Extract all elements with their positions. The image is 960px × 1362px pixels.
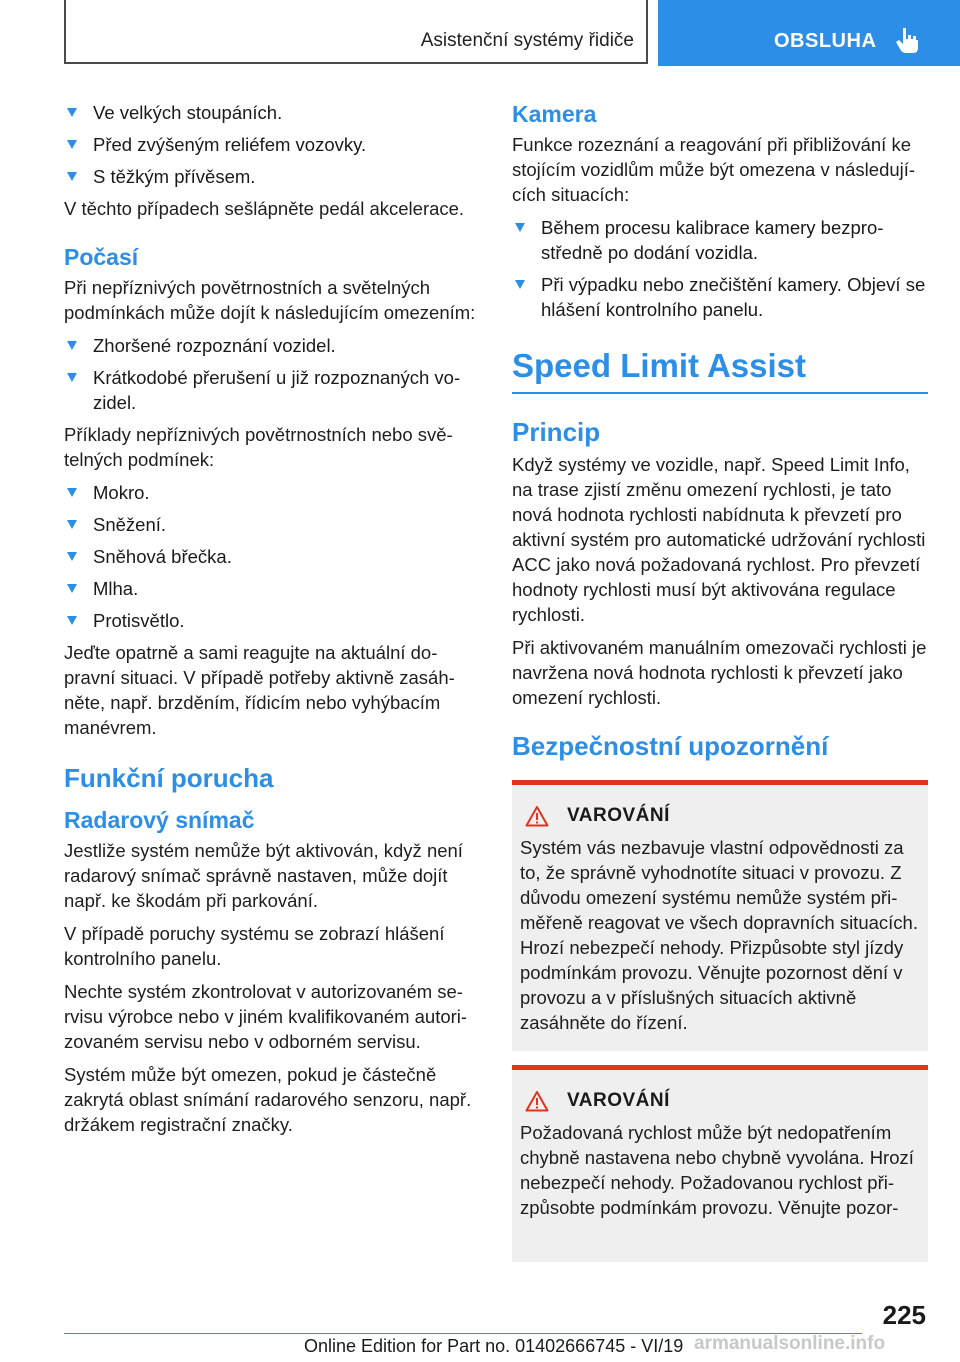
bullet-triangle-icon (515, 223, 525, 232)
warning-box (512, 780, 928, 1051)
edition-info: Online Edition for Part no. 01402666745 - VI/19 (304, 1336, 684, 1356)
right-column (512, 100, 928, 1262)
list-item: Mokro. (64, 480, 476, 505)
hand-pointer-icon (894, 26, 920, 54)
paragraph: Funkce rozeznání a reagování při přibližování ke stojícím vozidlům může být omezena v následujících situacích: (512, 134, 916, 205)
list-item: S těžkým přívěsem. (64, 164, 476, 189)
page-number: 225 (882, 1300, 926, 1330)
left-column (64, 100, 476, 1145)
bullet-triangle-icon (67, 552, 77, 561)
paragraph: Systém může být omezen, pokud je částečně zakrytá oblast snímání radarového senzoru, např. držákem registrační značky. (64, 1064, 472, 1135)
list-item: Protisvětlo. (64, 608, 476, 633)
list-item: Krátkodobé přerušení u již rozpoznaných vozidel. (64, 365, 476, 415)
list-item: Zhoršené rozpoznání vozidel. (64, 333, 476, 358)
list-item: Při výpadku nebo znečištění kamery. Objeví se hlášení kontrolního panelu. (512, 272, 928, 322)
bullet-triangle-icon (67, 520, 77, 529)
list-item: Během procesu kalibrace kamery bezprostředně po dodání vozidla. (512, 215, 928, 265)
warning-text: Požadovaná rychlost může být nedopatřením chybně nastavena nebo chybně vyvolána. Hrozí nebezpečí nehody. Požadovanou rychlost přizpůsobte podmínkám provozu. Věnujte pozor- (520, 1122, 914, 1218)
list-item: Sněhová břečka. (64, 544, 476, 569)
warning-box (512, 1065, 928, 1262)
bullet-triangle-icon (515, 280, 525, 289)
warning-triangle-icon (525, 805, 549, 827)
warning-text: Systém vás nezbavuje vlastní odpovědnosti za to, že správně vyhodnotíte situaci v provozu. Z důvodu omezení systému nemůže systém přiměřeně reagovat ve všech dopravních situacích. Hrozí nebezpečí nehody. Přizpůsobte styl jízdy podmínkám provozu. Věnujte pozornost dění v provozu a v příslušných situacích aktivně zasáhněte do řízení. (520, 837, 918, 1033)
bullet-triangle-icon (67, 108, 77, 117)
heading-kamera: Kamera (512, 101, 597, 127)
paragraph: Nechte systém zkontrolovat v autorizovaném servisu výrobce nebo v jiném kvalifikovaném autorizovaném servisu nebo v odborném servisu. (64, 981, 468, 1052)
paragraph: Jeďte opatrně a sami reagujte na aktuální dopravní situaci. V případě potřeby aktivně zasáhněte, např. brzděním, řídicím nebo vyhýbacím manévrem. (64, 642, 455, 738)
heading-bezpecnostni-upozorneni: Bezpečnostní upozornění (512, 731, 829, 761)
header-title-box (64, 0, 648, 64)
paragraph: Při nepříznivých povětrnostních a světelných podmínkách může dojít k následujícím omezením: (64, 277, 476, 323)
bullet-triangle-icon (67, 616, 77, 625)
paragraph: Jestliže systém nemůže být aktivován, když není radarový snímač správně nastaven, může dojít např. ke škodám při parkování. (64, 840, 463, 911)
list-item: Mlha. (64, 576, 476, 601)
bullet-triangle-icon (67, 584, 77, 593)
section-tab-obsluha[interactable] (658, 0, 960, 66)
heading-princip: Princip (512, 417, 601, 447)
heading-radarovy-snimac: Radarový snímač (64, 807, 255, 833)
warning-label: VAROVÁNÍ (567, 1090, 670, 1111)
paragraph: Při aktivovaném manuálním omezovači rychlosti je navržena nová hodnota rychlosti k převzetí jako omezení rychlosti. (512, 637, 927, 708)
bullet-triangle-icon (67, 140, 77, 149)
paragraph: Když systémy ve vozidle, např. Speed Limit Info, na trase zjistí změnu omezení rychlosti, je tato nová hodnota rychlosti nabídnuta k převzetí pro aktivní systém pro automatické udržování rychlosti ACC jako nová požadovaná rychlost. Pro převzetí hodnoty rychlosti musí být aktivována regulace rychlosti. (512, 454, 926, 625)
bullet-triangle-icon (67, 341, 77, 350)
paragraph: V případě poruchy systému se zobrazí hlášení kontrolního panelu. (64, 923, 445, 969)
bullet-triangle-icon (67, 172, 77, 181)
list-item: Sněžení. (64, 512, 476, 537)
header-title: Asistenční systémy řidiče (420, 30, 634, 51)
heading-funkcni-porucha: Funkční porucha (64, 763, 274, 793)
paragraph: V těchto případech sešlápněte pedál akcelerace. (64, 198, 465, 219)
heading-pocasi: Počasí (64, 244, 139, 270)
warning-triangle-icon (525, 1090, 549, 1112)
bullet-triangle-icon (67, 488, 77, 497)
list-item: Ve velkých stoupáních. (64, 100, 476, 125)
paragraph: Příklady nepříznivých povětrnostních nebo světelných podmínek: (64, 424, 453, 470)
chapter-title-speed-limit-assist: Speed Limit Assist (512, 346, 928, 394)
list-item: Před zvýšeným reliéfem vozovky. (64, 132, 476, 157)
bullet-triangle-icon (67, 373, 77, 382)
section-tab-label: OBSLUHA (774, 30, 877, 52)
warning-label: VAROVÁNÍ (567, 805, 670, 826)
watermark: armanualsonline.info (694, 1333, 886, 1354)
